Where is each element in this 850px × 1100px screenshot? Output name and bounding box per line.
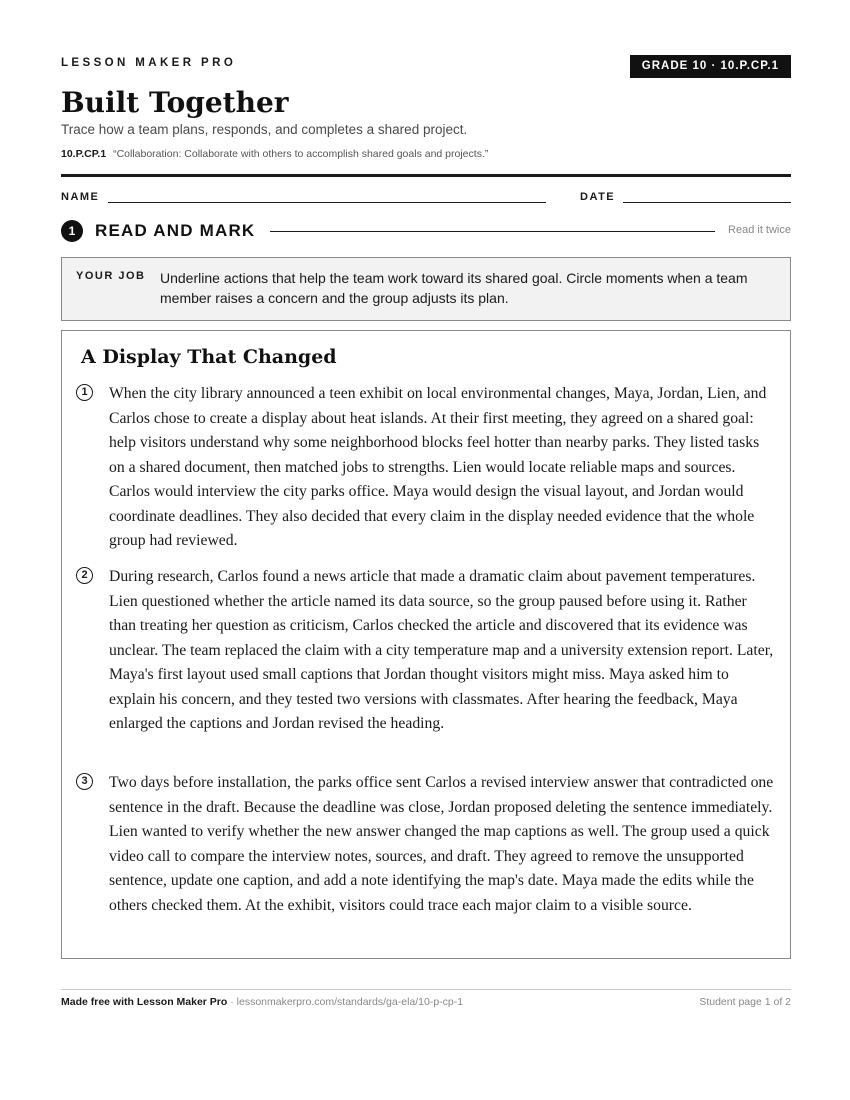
paragraph-number: 3 [76, 773, 93, 790]
footer-divider [61, 989, 791, 990]
name-label: NAME [61, 191, 100, 203]
footer-url[interactable]: lessonmakerpro.com/standards/ga-ela/10-p-cp-1 [236, 996, 464, 1008]
your-job-box [61, 257, 791, 321]
job-label: YOUR JOB [76, 270, 146, 282]
page-subtitle: Trace how a team plans, responds, and completes a shared project. [61, 122, 468, 137]
standard-text: “Collaboration: Collaborate with others to accomplish shared goals and projects.” [113, 148, 489, 160]
paragraph-text: Two days before installation, the parks office sent Carlos a revised interview answer that contradicted one sentence in the draft. Because the deadline was close, Jordan proposed deleting the sentence immediately. Lien wanted to verify whether the new answer changed the map captions as well. The group used a quick video call to compare the interview notes, sources, and draft. They agreed to remove the unsupported sentence, update one caption, and add a note identifying the map's date. Maya made the edits while the others checked them. At the exhibit, visitors could trace each major claim to a visible source. [109, 774, 774, 914]
job-instructions: Underline actions that help the team work toward its shared goal. Circle moments when a team member raises a concern and the group adjusts its plan. [160, 270, 748, 306]
section-rule [270, 231, 715, 232]
section-note: Read it twice [728, 224, 791, 236]
standard-code: 10.P.CP.1 [61, 148, 107, 160]
footer-separator: · [227, 996, 237, 1008]
standard-line [61, 148, 488, 160]
brand-name: LESSON MAKER PRO [61, 57, 237, 69]
paragraph-number: 2 [76, 567, 93, 584]
section-title: READ AND MARK [95, 221, 256, 240]
header-divider [61, 174, 791, 177]
reading-passage [61, 330, 791, 959]
section-number: 1 [61, 220, 83, 242]
passage-title: A Display That Changed [81, 346, 337, 368]
grade-badge: GRADE 10 · 10.P.CP.1 [630, 55, 791, 78]
paragraph-text: When the city library announced a teen exhibit on local environmental changes, Maya, Jordan, Lien, and Carlos chose to create a display about heat islands. At their first meeting, they agreed on a shared goal: help visitors understand why some neighborhood blocks feel hotter than nearby parks. They listed tasks on a shared document, then matched jobs to strengths. Lien would locate reliable maps and sources. Carlos would interview the city parks office. Maya would design the visual layout, and Jordan would coordinate deadlines. They also decided that every claim in the display needed evidence that the whole group had reviewed. [109, 385, 767, 549]
name-field[interactable] [108, 202, 546, 203]
paragraph-text: During research, Carlos found a news article that made a dramatic claim about pavement temperatures. Lien questioned whether the article named its data source, so the group paused before using it. Rather than treating her question as criticism, Carlos checked the article and discovered that its evidence was unclear. The team replaced the claim with a city temperature map and a university extension report. Later, Maya's first layout used small captions that Jordan thought visitors might miss. Maya asked him to explain his concern, and they tested two versions with classmates. After hearing the feedback, Maya enlarged the captions and Jordan revised the heading. [109, 568, 774, 732]
footer-credit [61, 996, 463, 1008]
section-header [61, 219, 791, 243]
page-indicator: Student page 1 of 2 [699, 996, 791, 1008]
date-field[interactable] [623, 202, 791, 203]
footer-made-with: Made free with Lesson Maker Pro [61, 996, 228, 1008]
page-title: Built Together [61, 86, 289, 119]
name-date-row [61, 190, 791, 204]
date-label: DATE [580, 191, 616, 203]
paragraph-number: 1 [76, 384, 93, 401]
